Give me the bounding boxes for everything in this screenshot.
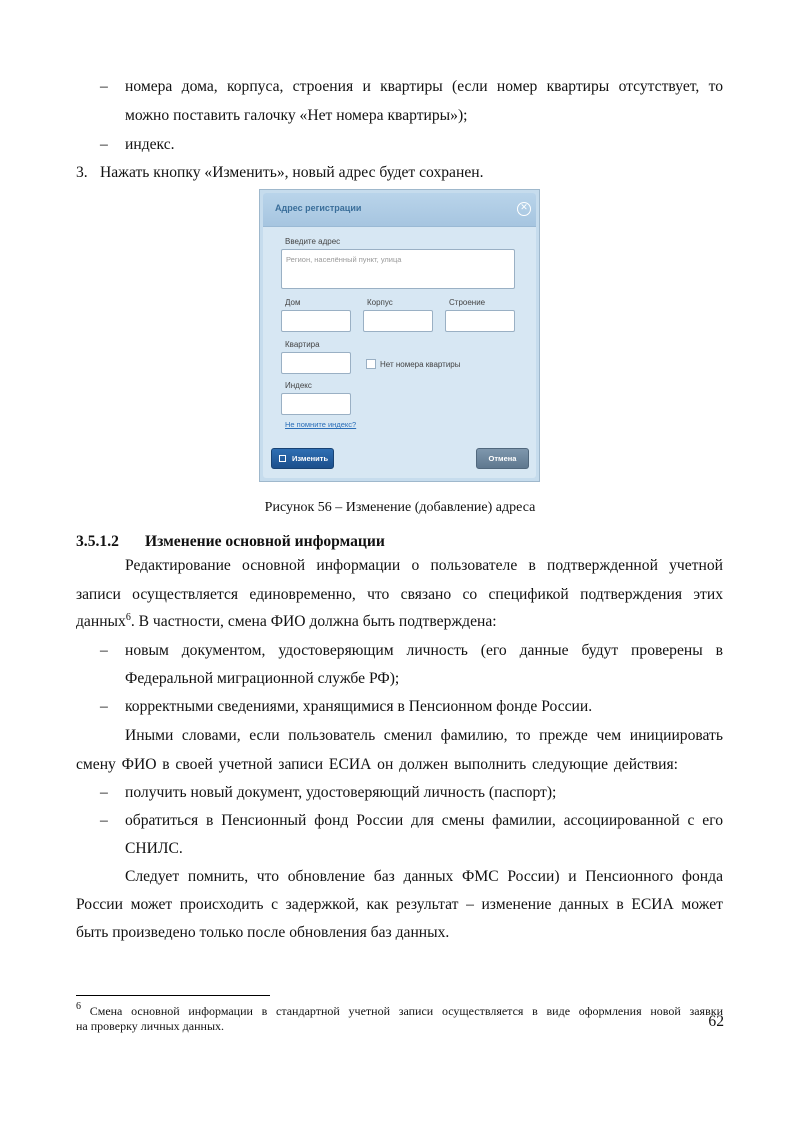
paragraph-text: данных xyxy=(76,613,126,630)
list-item-cont: СНИЛС. xyxy=(125,840,183,857)
cancel-button-label: Отмена xyxy=(488,454,517,463)
save-icon xyxy=(279,455,286,462)
address-placeholder: Регион, населённый пункт, улица xyxy=(286,255,402,264)
cancel-button[interactable] xyxy=(476,448,529,469)
list-item: получить новый документ, удостоверяющий личность (паспорт); xyxy=(125,784,557,801)
list-dash: – xyxy=(100,78,108,95)
paragraph-line: Иными словами, если пользователь сменил фамилию, то прежде чем инициировать xyxy=(125,727,723,744)
no-apartment-label: Нет номера квартиры xyxy=(380,360,461,369)
address-input[interactable] xyxy=(281,249,515,289)
paragraph-line xyxy=(76,612,497,632)
paragraph-line: смену ФИО в своей учетной записи ЕСИА он должен выполнить следующие действия: xyxy=(76,756,678,773)
address-label: Введите адрес xyxy=(285,237,341,246)
footnote-divider xyxy=(76,995,270,996)
list-item-cont: Федеральной миграционной службе РФ); xyxy=(125,670,400,687)
paragraph-line: России может происходить с задержкой, как результат – изменение данных в ЕСИА может xyxy=(76,896,723,913)
paragraph-line: Следует помнить, что обновление баз данных ФМС России) и Пенсионного фонда xyxy=(125,868,723,885)
footnote-marker: 6 xyxy=(76,1001,81,1012)
paragraph-text: . В частности, смена ФИО должна быть подтверждена: xyxy=(130,613,497,630)
page-number: 62 xyxy=(708,1013,724,1030)
close-icon[interactable]: ✕ xyxy=(517,202,531,216)
list-dash: – xyxy=(100,136,108,153)
save-button-label: Изменить xyxy=(292,454,329,463)
apartment-label: Квартира xyxy=(285,340,320,349)
dialog-title: Адрес регистрации xyxy=(275,203,362,213)
list-dash: – xyxy=(100,642,108,659)
list-item-house-number: номера дома, корпуса, строения и квартиры (если номер квартиры отсутствует, то xyxy=(125,78,723,95)
list-item-house-number-cont: можно поставить галочку «Нет номера квартиры»); xyxy=(125,107,468,124)
forgot-index-link[interactable]: Не помните индекс? xyxy=(285,420,357,429)
step-number: 3. xyxy=(76,164,88,181)
building-label: Корпус xyxy=(367,298,393,307)
list-dash: – xyxy=(100,698,108,715)
section-title: Изменение основной информации xyxy=(145,533,385,550)
paragraph-line: быть произведено только после обновления баз данных. xyxy=(76,924,450,941)
section-number: 3.5.1.2 xyxy=(76,533,119,550)
no-apartment-checkbox[interactable] xyxy=(366,359,376,369)
structure-input[interactable] xyxy=(445,310,515,332)
list-item-index: индекс. xyxy=(125,136,175,153)
list-item: обратиться в Пенсионный фонд России для смены фамилии, ассоциированной с его xyxy=(125,812,723,829)
footnote-ref: 6 xyxy=(125,612,131,623)
dialog-header xyxy=(263,193,536,227)
house-input[interactable] xyxy=(281,310,351,332)
save-button[interactable] xyxy=(271,448,334,469)
footnote-line: на проверку личных данных. xyxy=(76,1019,225,1033)
index-label: Индекс xyxy=(285,381,312,390)
building-input[interactable] xyxy=(363,310,433,332)
paragraph-line: Редактирование основной информации о пользователе в подтвержденной учетной xyxy=(125,557,723,574)
list-item: новым документом, удостоверяющим личность (его данные будут проверены в xyxy=(125,642,723,659)
footnote-line xyxy=(76,1001,723,1019)
list-dash: – xyxy=(100,784,108,801)
index-input[interactable] xyxy=(281,393,351,415)
address-dialog xyxy=(263,193,536,478)
list-item: корректными сведениями, хранящимися в Пенсионном фонде России. xyxy=(125,698,593,715)
house-label: Дом xyxy=(285,298,301,307)
list-dash: – xyxy=(100,812,108,829)
step-text: Нажать кнопку «Изменить», новый адрес будет сохранен. xyxy=(100,164,484,181)
structure-label: Строение xyxy=(449,298,486,307)
figure-screenshot xyxy=(259,189,540,482)
paragraph-line: записи осуществляется единовременно, что связано со спецификой подтверждения этих xyxy=(76,586,723,603)
apartment-input[interactable] xyxy=(281,352,351,374)
footnote-text: Смена основной информации в стандартной учетной записи осуществляется в виде оформления новой заявки xyxy=(81,1004,723,1018)
figure-caption: Рисунок 56 – Изменение (добавление) адреса xyxy=(264,500,536,515)
